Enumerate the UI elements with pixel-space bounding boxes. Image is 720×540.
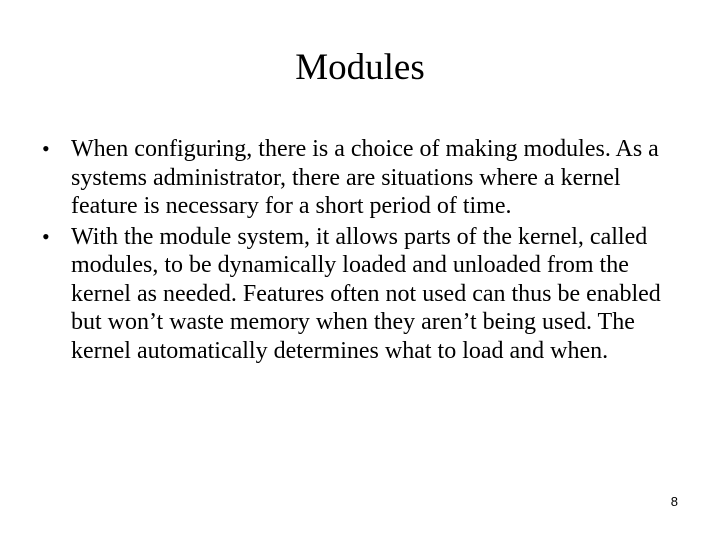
bullet-marker: •: [42, 223, 50, 249]
bullet-item: [42, 135, 687, 221]
bullet-text: With the module system, it allows parts of the kernel, called modules, to be dynamically loaded and unloaded from the kernel as needed. Features often not used can thus be enabled but won’t waste memory when they aren’t being used. The kernel automatically determines what to load and when.: [71, 223, 661, 364]
bullet-list: [42, 135, 687, 365]
slide-title: Modules: [295, 47, 425, 88]
bullet-item: [42, 223, 687, 366]
bullet-marker: •: [42, 136, 50, 161]
slide-number: 8: [670, 494, 678, 509]
bullet-text: When configuring, there is a choice of making modules. As a systems administrator, there are situations where a kernel feature is necessary for a short period of time.: [71, 136, 659, 219]
